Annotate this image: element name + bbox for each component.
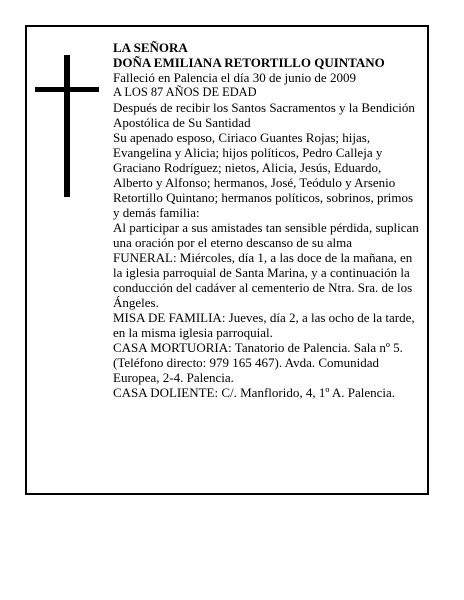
- age-line: A LOS 87 AÑOS DE EDAD: [113, 85, 257, 99]
- family-line: Su apenado esposo, Ciriaco Guantes Rojas; hijas, Evangelina y Alicia; hijos políticos, Pedro Calleja y Graciano Rodríguez; nietos, Alicia, Jesús, Eduardo, Alberto y Alfonso; hermanos, José, Teódulo y Arsenio Retortillo Quintano; hermanos políticos, sobrinos, primos y demás familia:: [113, 130, 414, 220]
- cross-icon-bar: [35, 87, 99, 92]
- mourning-home-line: CASA DOLIENTE: C/. Manflorido, 4, 1º A. Palencia.: [113, 385, 396, 400]
- sacraments-line: Después de recibir los Santos Sacramentos y la Bendición Apostólica de Su Santidad: [113, 100, 415, 130]
- cross-icon: [64, 55, 70, 197]
- funeral-home-line: CASA MORTUORIA: Tanatorio de Palencia. Sala nº 5. (Teléfono directo: 979 165 467). Avda. Comunidad Europea, 2-4. Palencia.: [113, 340, 403, 385]
- funeral-line: FUNERAL: Miércoles, día 1, a las doce de la mañana, en la iglesia parroquial de Santa Marina, y a continuación la conducción del cadáver al cementerio de Ntra. Sra. de los Ángeles.: [113, 250, 413, 310]
- death-date: Falleció en Palencia el día 30 de junio de 2009: [113, 70, 356, 85]
- deceased-name: DOÑA EMILIANA RETORTILLO QUINTANO: [113, 55, 385, 70]
- family-mass-line: MISA DE FAMILIA: Jueves, día 2, a las ocho de la tarde, en la misma iglesia parroquial.: [113, 310, 415, 340]
- request-line: Al participar a sus amistades tan sensible pérdida, suplican una oración por el eterno descanso de su alma: [113, 220, 419, 250]
- obituary-text: [113, 40, 419, 400]
- notice-title: LA SEÑORA: [113, 40, 188, 55]
